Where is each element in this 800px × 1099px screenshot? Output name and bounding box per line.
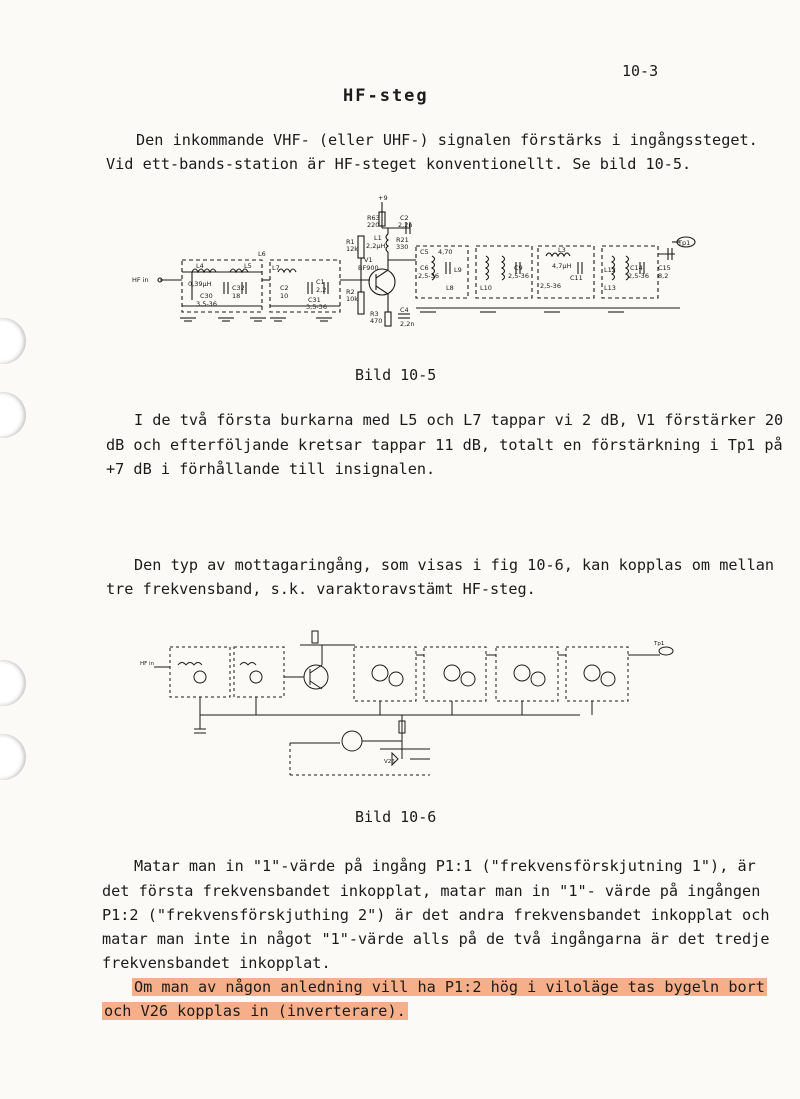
c2b-value: 2,2n (398, 221, 413, 229)
r21-label: R21 (396, 236, 409, 244)
r2-label: R2 (346, 288, 355, 296)
r3-value: 470 (370, 317, 383, 325)
l12-label: L12 (604, 266, 616, 274)
c11-label: C11 (570, 274, 583, 282)
section-heading: HF-steg (343, 86, 429, 106)
c14-label: C14 (630, 264, 643, 272)
c15-label: C15 (658, 264, 671, 272)
figure-caption-10-5: Bild 10-5 (355, 366, 437, 384)
para2-line-3: +7 dB i förhållande till insignalen. (106, 460, 436, 478)
para4-line-4: matar man inte in något "1"-värde alls på de två ingångarna är det tredje (102, 930, 770, 948)
v1-label: V1 (364, 256, 373, 264)
schematic-bild-10-6 (140, 625, 680, 785)
binder-hole (0, 318, 26, 364)
r3-label: R3 (370, 310, 379, 318)
para4-line-5: frekvensbandet inkopplat. (102, 954, 331, 972)
r1-label: R1 (346, 238, 355, 246)
para4-line-2: det första frekvensbandet inkopplat, matar man in "1"- värde på ingången (102, 882, 761, 900)
r2-value: 10k (346, 295, 359, 303)
c30-value: 3,5-36 (196, 300, 217, 308)
c31-value: 3,5-36 (306, 303, 327, 311)
c15-value: 8,2 (658, 272, 669, 280)
c2-value: 10 (280, 292, 289, 300)
l5-label: L5 (244, 262, 252, 270)
schematic-bild-10-5 (120, 190, 700, 340)
c2-label: C2 (280, 284, 289, 292)
l13-label: L13 (604, 284, 616, 292)
fig2-tp1-label: Tp1 (654, 641, 665, 647)
c5-label: C5 (420, 248, 429, 256)
c6-value: 2,5-36 (418, 272, 439, 280)
l9-label: L9 (454, 266, 462, 274)
intro-line-2: Vid ett-bands-station är HF-steget konventionellt. Se bild 10-5. (106, 155, 692, 173)
l7-label: L7 (272, 264, 280, 272)
c4-label: C4 (400, 306, 409, 314)
l8-label: L8 (446, 284, 454, 292)
para4-line-1: Matar man in "1"-värde på ingång P1:1 ("frekvensförskjutning 1"), är (134, 857, 756, 875)
c30-label: C30 (200, 292, 213, 300)
figure-caption-10-6: Bild 10-6 (355, 808, 437, 826)
v1-type: BF900 (358, 264, 379, 272)
highlight-marker: och V26 kopplas in (inverterare). (104, 1002, 406, 1020)
c1-value: 2,2 (316, 286, 327, 294)
c32-label: C32 (232, 284, 245, 292)
supply-label: +9 (378, 194, 388, 202)
l1-value: 2,2µH (366, 242, 386, 250)
l3-value: 4,7µH (552, 262, 572, 270)
c11-value: 2,5-36 (540, 282, 561, 290)
binder-hole (0, 660, 26, 706)
para3-line-1: Den typ av mottagaringång, som visas i fig 10-6, kan kopplas om mellan (134, 556, 775, 574)
l1-label: L1 (374, 234, 382, 242)
c6-label: C6 (420, 264, 429, 272)
l6-label: L6 (258, 250, 266, 258)
l4-label: L4 (196, 262, 204, 270)
r63-label: R63 (367, 214, 380, 222)
binder-hole (0, 734, 26, 780)
fig2-hf-in-label: HF in (140, 661, 155, 667)
l10-label: L10 (480, 284, 492, 292)
c9-value: 2,5-36 (508, 272, 529, 280)
binder-hole (0, 392, 26, 438)
hf-in-label: HF in (132, 276, 149, 284)
tp1-label: Tp1 (678, 239, 691, 247)
c32-value: 18 (232, 292, 241, 300)
para2-line-2: dB och efterföljande kretsar tappar 11 dB, totalt en förstärkning i Tp1 på (106, 436, 783, 454)
c9-label: C9 (514, 264, 523, 272)
para3-line-2: tre frekvensband, s.k. varaktoravstämt HF-steg. (106, 580, 536, 598)
l3-label: L3 (558, 246, 566, 254)
highlighted-line-1 (132, 975, 767, 1000)
fig2-v26-label: V26 (384, 759, 395, 765)
intro-line-1: Den inkommande VHF- (eller UHF-) signalen förstärks i ingångssteget. (136, 131, 758, 149)
highlighted-line-2 (102, 999, 408, 1024)
para4-line-3: P1:2 ("frekvensförskjuthing 2") är det andra frekvensbandet inkopplat och (102, 906, 770, 924)
l4-value: 0,39µH (188, 280, 212, 288)
c5-value: 4,70 (438, 248, 453, 256)
r21-value: 330 (396, 243, 409, 251)
r1-value: 12k (346, 245, 359, 253)
c2b-label: C2 (400, 214, 409, 222)
c1-label: C1 (316, 278, 325, 286)
c14-value: 2,5-36 (628, 272, 649, 280)
highlight-marker: Om man av någon anledning vill ha P1:2 hög i viloläge tas bygeln bort (134, 978, 765, 996)
c4-value: 2,2n (400, 320, 415, 328)
r63-value: 220 (367, 221, 380, 229)
para2-line-1: I de två första burkarna med L5 och L7 tappar vi 2 dB, V1 förstärker 20 (134, 411, 784, 429)
page-number: 10-3 (622, 62, 659, 80)
c31-label: C31 (308, 296, 321, 304)
